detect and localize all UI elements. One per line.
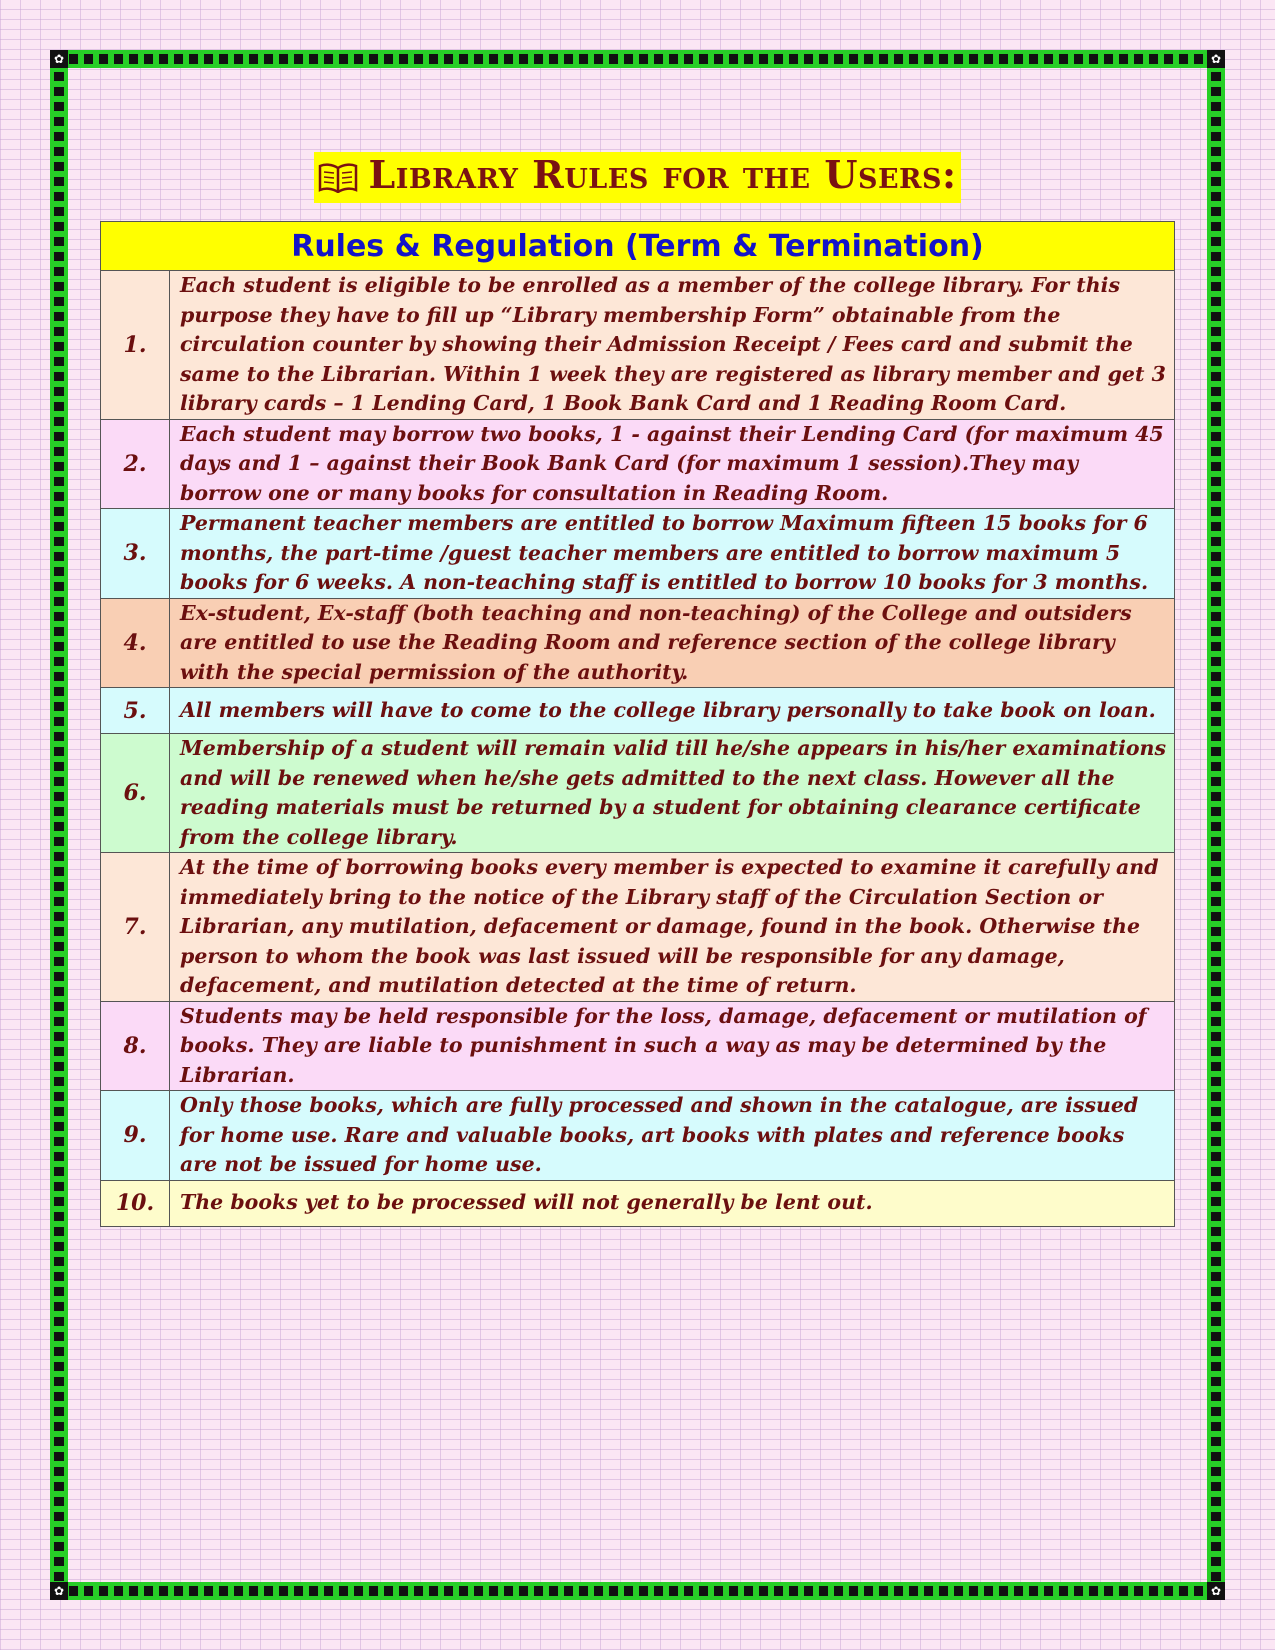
rule-number: 3.	[101, 509, 170, 599]
rule-text: Each student may borrow two books, 1 - against their Lending Card (for maximum 45 days and 1 – against their Book Bank Card (for maximum 1 session).They may borrow one or many books for consultation in Reading Room.	[170, 419, 1175, 509]
flower-ornament-icon: ✿	[50, 1582, 68, 1600]
rule-text: The books yet to be processed will not generally be lent out.	[170, 1180, 1175, 1226]
rule-text: Permanent teacher members are entitled to borrow Maximum fifteen 15 books for 6 months, the part-time /guest teacher members are entitled to borrow maximum 5 books for 6 weeks. A non-teaching staff is entitled to borrow 10 books for 3 months.	[170, 509, 1175, 599]
rule-number: 4.	[101, 598, 170, 688]
table-row	[101, 598, 1175, 688]
rules-table	[100, 221, 1175, 1227]
rule-text: Membership of a student will remain valid till he/she appears in his/her examinations and will be renewed when he/she gets admitted to the next class. However all the reading materials must be returned by a student for obtaining clearance certificate from the college library.	[170, 734, 1175, 853]
rule-number: 1.	[101, 271, 170, 420]
rule-number: 8.	[101, 1001, 170, 1091]
rule-text: At the time of borrowing books every member is expected to examine it carefully and immediately bring to the notice of the Library staff of the Circulation Section or Librarian, any mutilation, defacement or damage, found in the book. Otherwise the person to whom the book was last issued will be responsible for any damage, defacement, and mutilation detected at the time of return.	[170, 853, 1175, 1002]
table-row	[101, 734, 1175, 853]
rule-text: Only those books, which are fully processed and shown in the catalogue, are issued for home use. Rare and valuable books, art books with plates and reference books are not be issued for home use.	[170, 1091, 1175, 1181]
border-top	[50, 50, 1225, 68]
border-bottom	[50, 1582, 1225, 1600]
table-row	[101, 853, 1175, 1002]
flower-ornament-icon: ✿	[1207, 50, 1225, 68]
border-left	[50, 50, 68, 1600]
table-row	[101, 1180, 1175, 1226]
border-right	[1207, 50, 1225, 1600]
flower-ornament-icon: ✿	[1207, 1582, 1225, 1600]
rule-number: 10.	[101, 1180, 170, 1226]
rule-text: Students may be held responsible for the loss, damage, defacement or mutilation of books. They are liable to punishment in such a way as may be determined by the Librarian.	[170, 1001, 1175, 1091]
rule-number: 9.	[101, 1091, 170, 1181]
table-row	[101, 419, 1175, 509]
table-row	[101, 1091, 1175, 1181]
flower-ornament-icon: ✿	[50, 50, 68, 68]
rule-text: All members will have to come to the college library personally to take book on loan.	[170, 688, 1175, 734]
table-row	[101, 1001, 1175, 1091]
table-row	[101, 509, 1175, 599]
page-title	[314, 152, 960, 203]
table-header-row	[101, 222, 1175, 271]
open-book-icon	[318, 157, 358, 203]
rule-number: 5.	[101, 688, 170, 734]
table-header: Rules & Regulation (Term & Termination)	[101, 222, 1175, 271]
rule-number: 6.	[101, 734, 170, 853]
rule-number: 2.	[101, 419, 170, 509]
table-row	[101, 271, 1175, 420]
rule-number: 7.	[101, 853, 170, 1002]
page-title-wrapper	[0, 152, 1275, 203]
page-title-text: Library Rules for the Users:	[368, 152, 957, 197]
table-row	[101, 688, 1175, 734]
rule-text: Each student is eligible to be enrolled as a member of the college library. For this purpose they have to fill up “Library membership Form” obtainable from the circulation counter by showing their Admission Receipt / Fees card and submit the same to the Librarian. Within 1 week they are registered as library member and get 3 library cards – 1 Lending Card, 1 Book Bank Card and 1 Reading Room Card.	[170, 271, 1175, 420]
rule-text: Ex-student, Ex-staff (both teaching and non-teaching) of the College and outsiders are entitled to use the Reading Room and reference section of the college library with the special permission of the authority.	[170, 598, 1175, 688]
